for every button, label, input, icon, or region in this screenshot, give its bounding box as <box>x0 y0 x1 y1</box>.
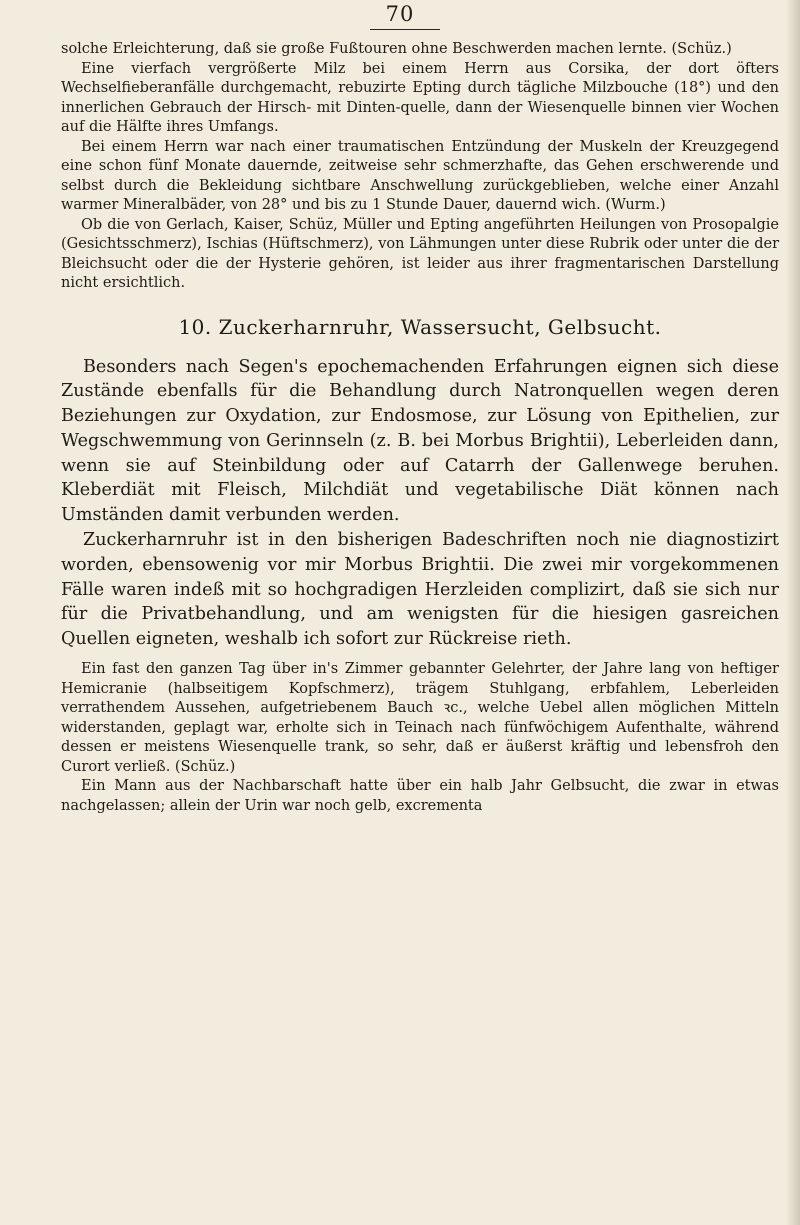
paragraph-after-1: Ein fast den ganzen Tag über in's Zimmer gebannter Gelehrter, der Jahre lang von heftiger Hemicranie (halbseitigem Kopfschmerz), trägem Stuhlgang, erbfahlem, Leberleiden verrathendem Aussehen, aufgetriebenem Bauch ꝛc., welche Uebel allen möglichen Mitteln widerstanden, geplagt war, erholte sich in Teinach nach fünfwöchigem Aufenthalte, während dessen er meistens Wiesenquelle trank, so sehr, daß er äußerst kräftig und lebensfroh den Curort verließ. (Schüz.) <box>61 661 779 775</box>
paragraph-before-4: Ob die von Gerlach, Kaiser, Schüz, Müller und Epting angeführten Heilungen von Prosopalgie (Gesichtsschmerz), Ischias (Hüftschmerz), von Lähmungen unter diese Rubrik oder unter die der Bleichsucht oder die der Hysterie gehören, ist leider aus ihrer fragmentarischen Darstellung nicht ersichtlich. <box>61 216 779 291</box>
paragraph-after-2: Ein Mann aus der Nachbarschaft hatte über ein halb Jahr Gelbsucht, die zwar in etwas nachgelassen; allein der Urin war noch gelb, excrementa <box>61 778 779 814</box>
header-rule <box>370 29 440 30</box>
paragraph-main-1: Besonders nach Segen's epochemachenden Erfahrungen eignen sich diese Zustände ebenfalls für die Behandlung durch Natronquellen wegen deren Beziehungen zur Oxydation, zur Endosmose, zur Lösung von Epithelien, zur Wegschwemmung von Gerinnseln (z. B. bei Morbus Brightii), Leberleiden dann, wenn sie auf Steinbildung oder auf Catarrh der Gallenwege beruhen. Kleberdiät mit Fleisch, Milchdiät und vegetabilische Diät können nach Umständen damit verbunden werden. <box>61 356 779 526</box>
paragraph-before-2: Eine vierfach vergrößerte Milz bei einem Herrn aus Corsika, der dort öfters Wechselfieberanfälle durchgemacht, rebuzirte Epting durch tägliche Milzbouche (18°) und den innerlichen Gebrauch der Hirsch- mit Dinten-quelle, dann der Wiesenquelle binnen vier Wochen auf die Hälfte ihres Umfangs. <box>61 60 779 135</box>
page-edge-shadow <box>786 0 800 1225</box>
paragraph-before-3: Bei einem Herrn war nach einer traumatischen Entzündung der Muskeln der Kreuzgegend eine schon fünf Monate dauernde, zeitweise sehr schmerzhafte, das Gehen erschwerende und selbst durch die Bekleidung sichtbare Anschwellung zurückgeblieben, welche einer Anzahl warmer Mineralbäder, von 28° und bis zu 1 Stunde Dauer, dauernd wich. (Wurm.) <box>61 138 779 213</box>
section-heading: 10. Zuckerharnruhr, Wassersucht, Gelbsucht. <box>178 314 662 339</box>
page-number: 70 <box>385 2 415 26</box>
page-content <box>61 40 779 816</box>
paragraph-main-2: Zuckerharnruhr ist in den bisherigen Badeschriften noch nie diagnostizirt worden, ebensowenig vor mir Morbus Brightii. Die zwei mir vorgekommenen Fälle waren indeß mit so hochgradigen Herzleiden complizirt, daß sie sich nur für die Privatbehandlung, und am wenigsten für die hiesigen gasreichen Quellen eigneten, weshalb ich sofort zur Rückreise rieth. <box>61 530 779 650</box>
paragraph-before-1: solche Erleichterung, daß sie große Fußtouren ohne Beschwerden machen lernte. (Schüz.) <box>61 41 732 57</box>
